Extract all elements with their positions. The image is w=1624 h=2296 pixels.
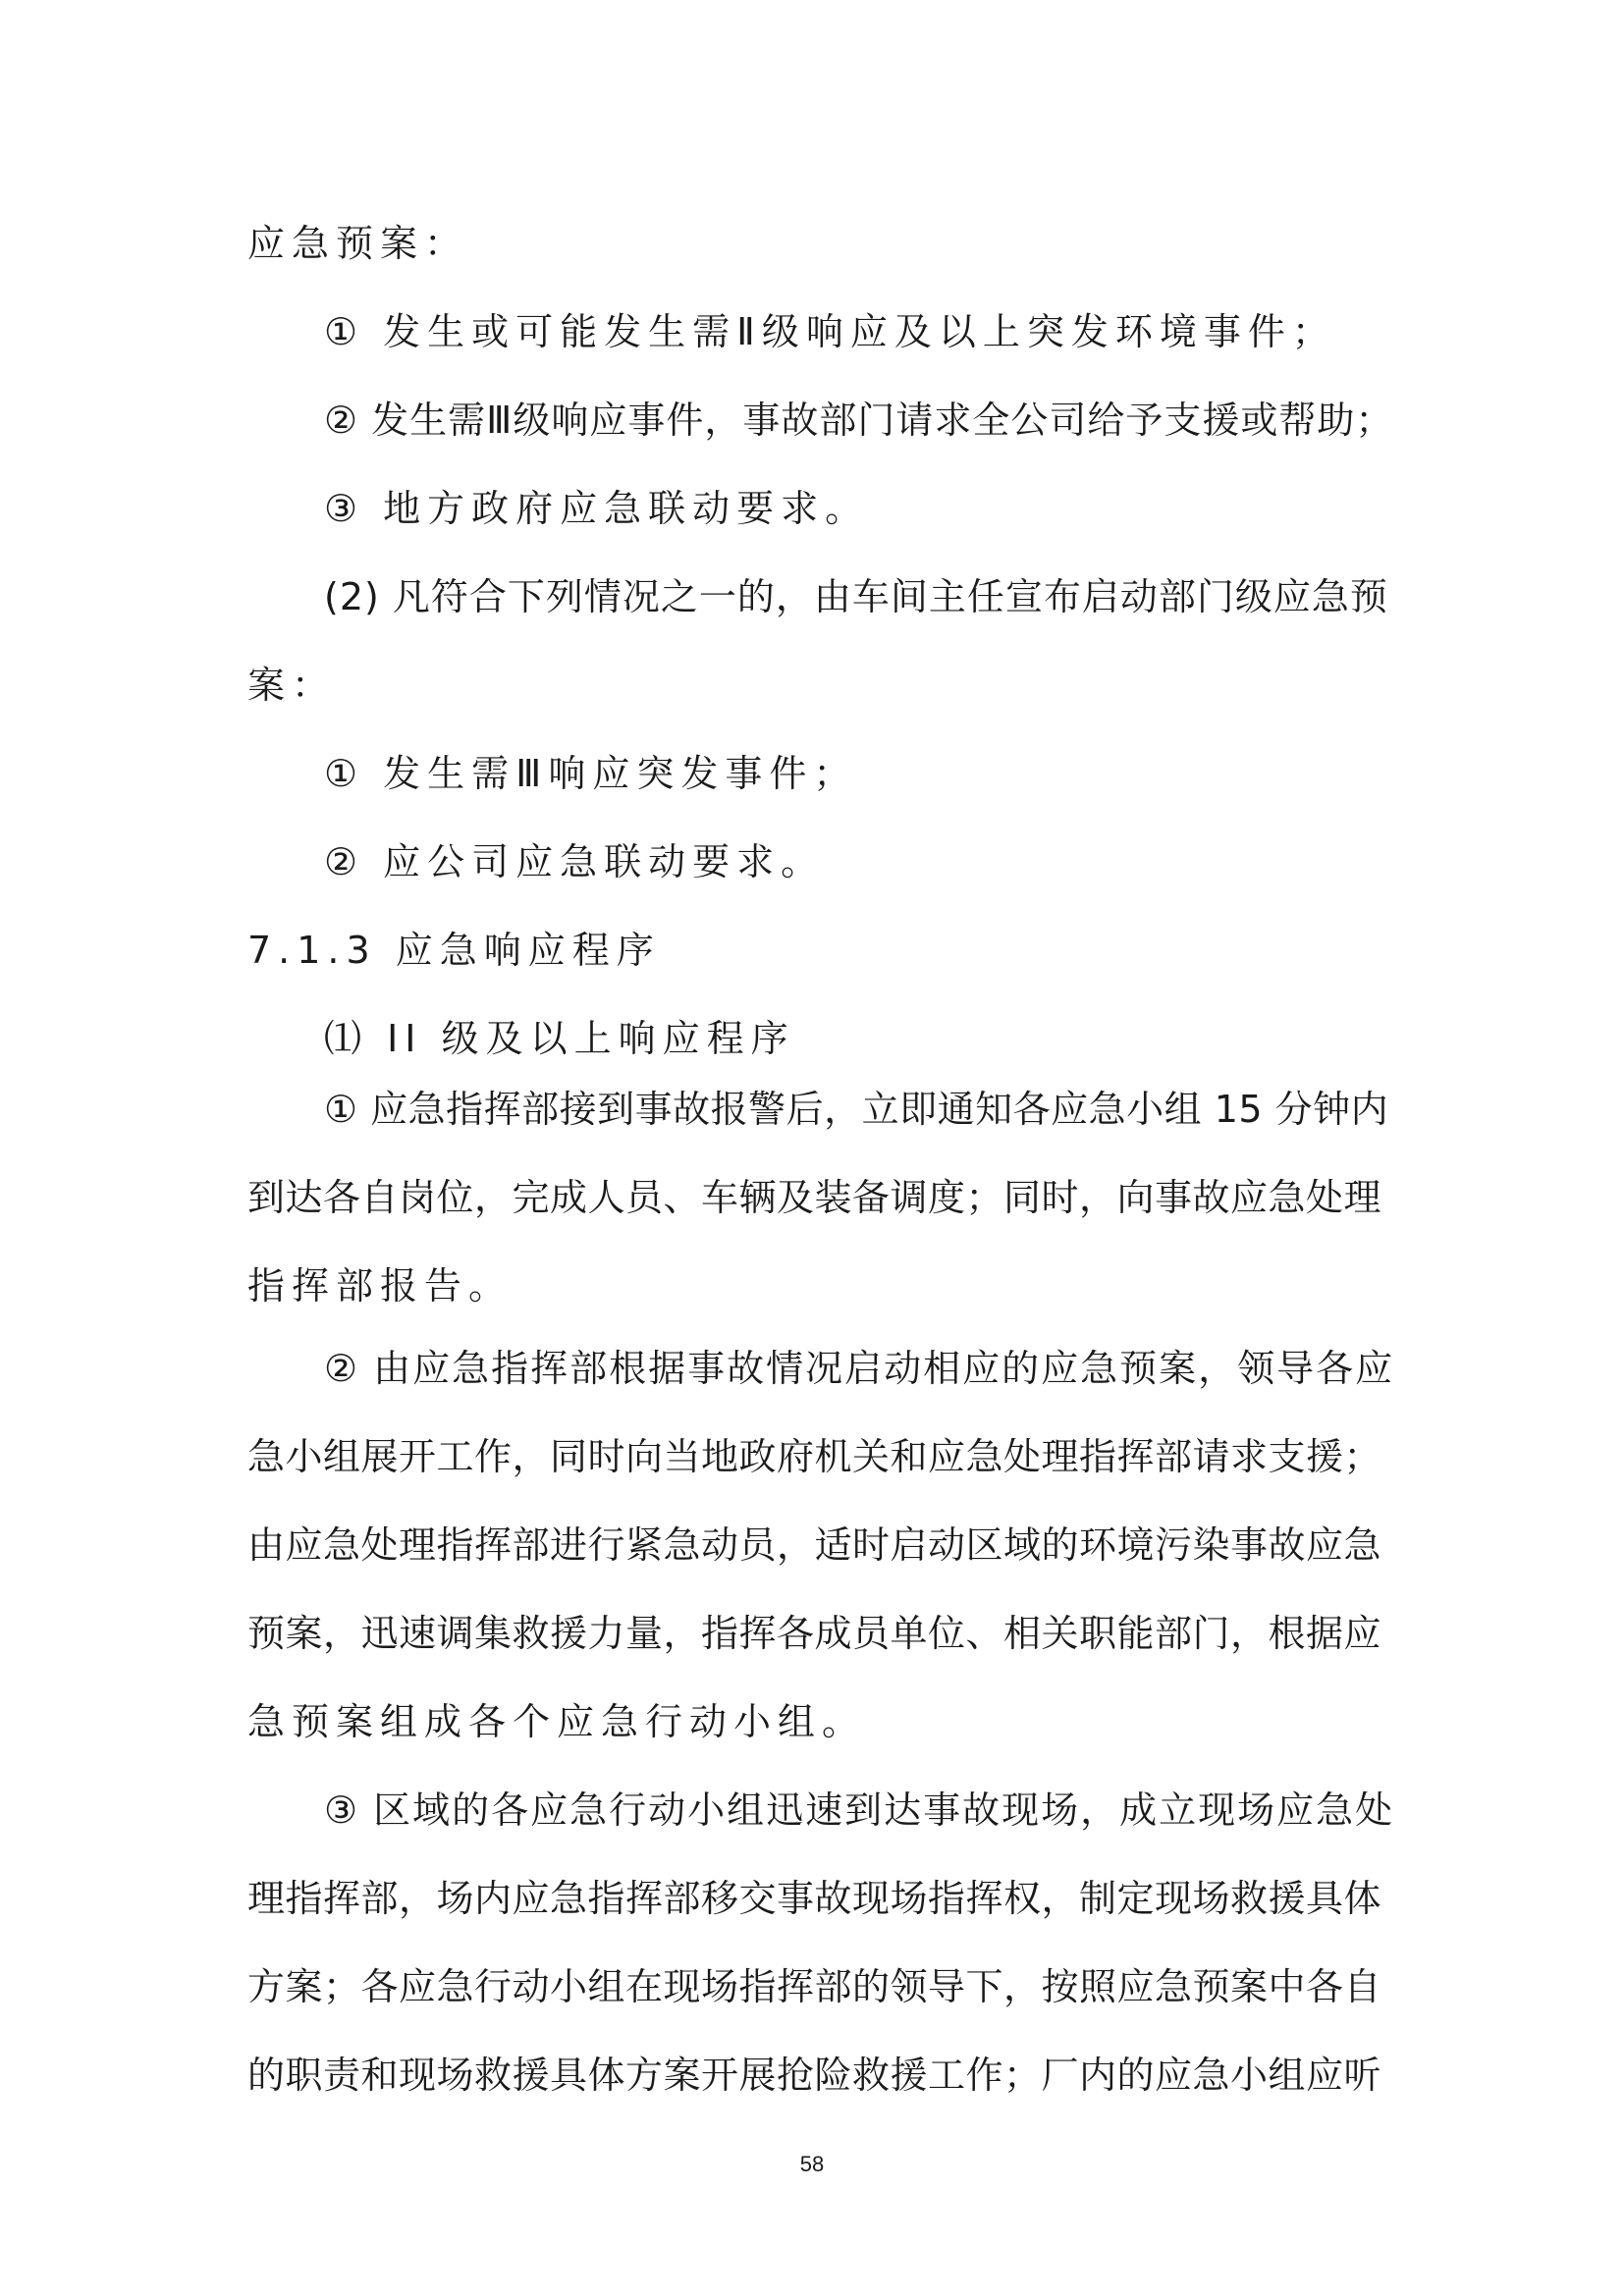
subsection-heading: ⑴ II 级及以上响应程序: [324, 1017, 795, 1060]
step-2-line-4: 预案，迅速调集救援力量，指挥各成员单位、相关职能部门，根据应: [247, 1612, 1382, 1655]
step-2-line-5: 急预案组成各个应急行动小组。: [247, 1700, 867, 1743]
paragraph-2-line-2: 案：: [247, 664, 337, 707]
list-item-3: ③ 地方政府应急联动要求。: [324, 487, 870, 530]
step-3-line-1: ③ 区域的各应急行动小组迅速到达事故现场，成立现场应急处: [324, 1789, 1395, 1832]
step-3-line-2: 理指挥部，场内应急指挥部移交事故现场指挥权，制定现场救援具体: [247, 1877, 1382, 1920]
step-1-line-2: 到达各自岗位，完成人员、车辆及装备调度；同时，向事故应急处理: [247, 1176, 1382, 1219]
step-3-line-4: 的职责和现场救援具体方案开展抢险救援工作；厂内的应急小组应听: [247, 2054, 1382, 2097]
step-2-line-3: 由应急处理指挥部进行紧急动员，适时启动区域的环境污染事故应急: [247, 1523, 1382, 1567]
list-item-1: ① 发生或可能发生需Ⅱ级响应及以上突发环境事件；: [324, 310, 1336, 353]
list-item-4: ① 发生需Ⅲ响应突发事件；: [324, 752, 858, 795]
list-item-5: ② 应公司应急联动要求。: [324, 840, 826, 883]
paragraph-2-line-1: (2) 凡符合下列情况之一的，由车间主任宣布启动部门级应急预: [324, 575, 1388, 618]
step-2-line-1: ② 由应急指挥部根据事故情况启动相应的应急预案，领导各应: [324, 1347, 1395, 1390]
page-number: 58: [799, 2152, 825, 2176]
section-heading: 7.1.3 应急响应程序: [247, 929, 661, 972]
step-3-line-3: 方案；各应急行动小组在现场指挥部的领导下，按照应急预案中各自: [247, 1965, 1382, 2008]
step-1-line-3: 指挥部报告。: [247, 1264, 514, 1308]
text-line-1: 应急预案：: [247, 222, 469, 265]
list-item-2: ② 发生需Ⅲ级响应事件，事故部门请求全公司给予支援或帮助；: [324, 399, 1394, 442]
step-1-line-1: ① 应急指挥部接到事故报警后，立即通知各应急小组 15 分钟内: [324, 1088, 1389, 1131]
step-2-line-2: 急小组展开工作，同时向当地政府机关和应急处理指挥部请求支援；: [247, 1435, 1382, 1478]
